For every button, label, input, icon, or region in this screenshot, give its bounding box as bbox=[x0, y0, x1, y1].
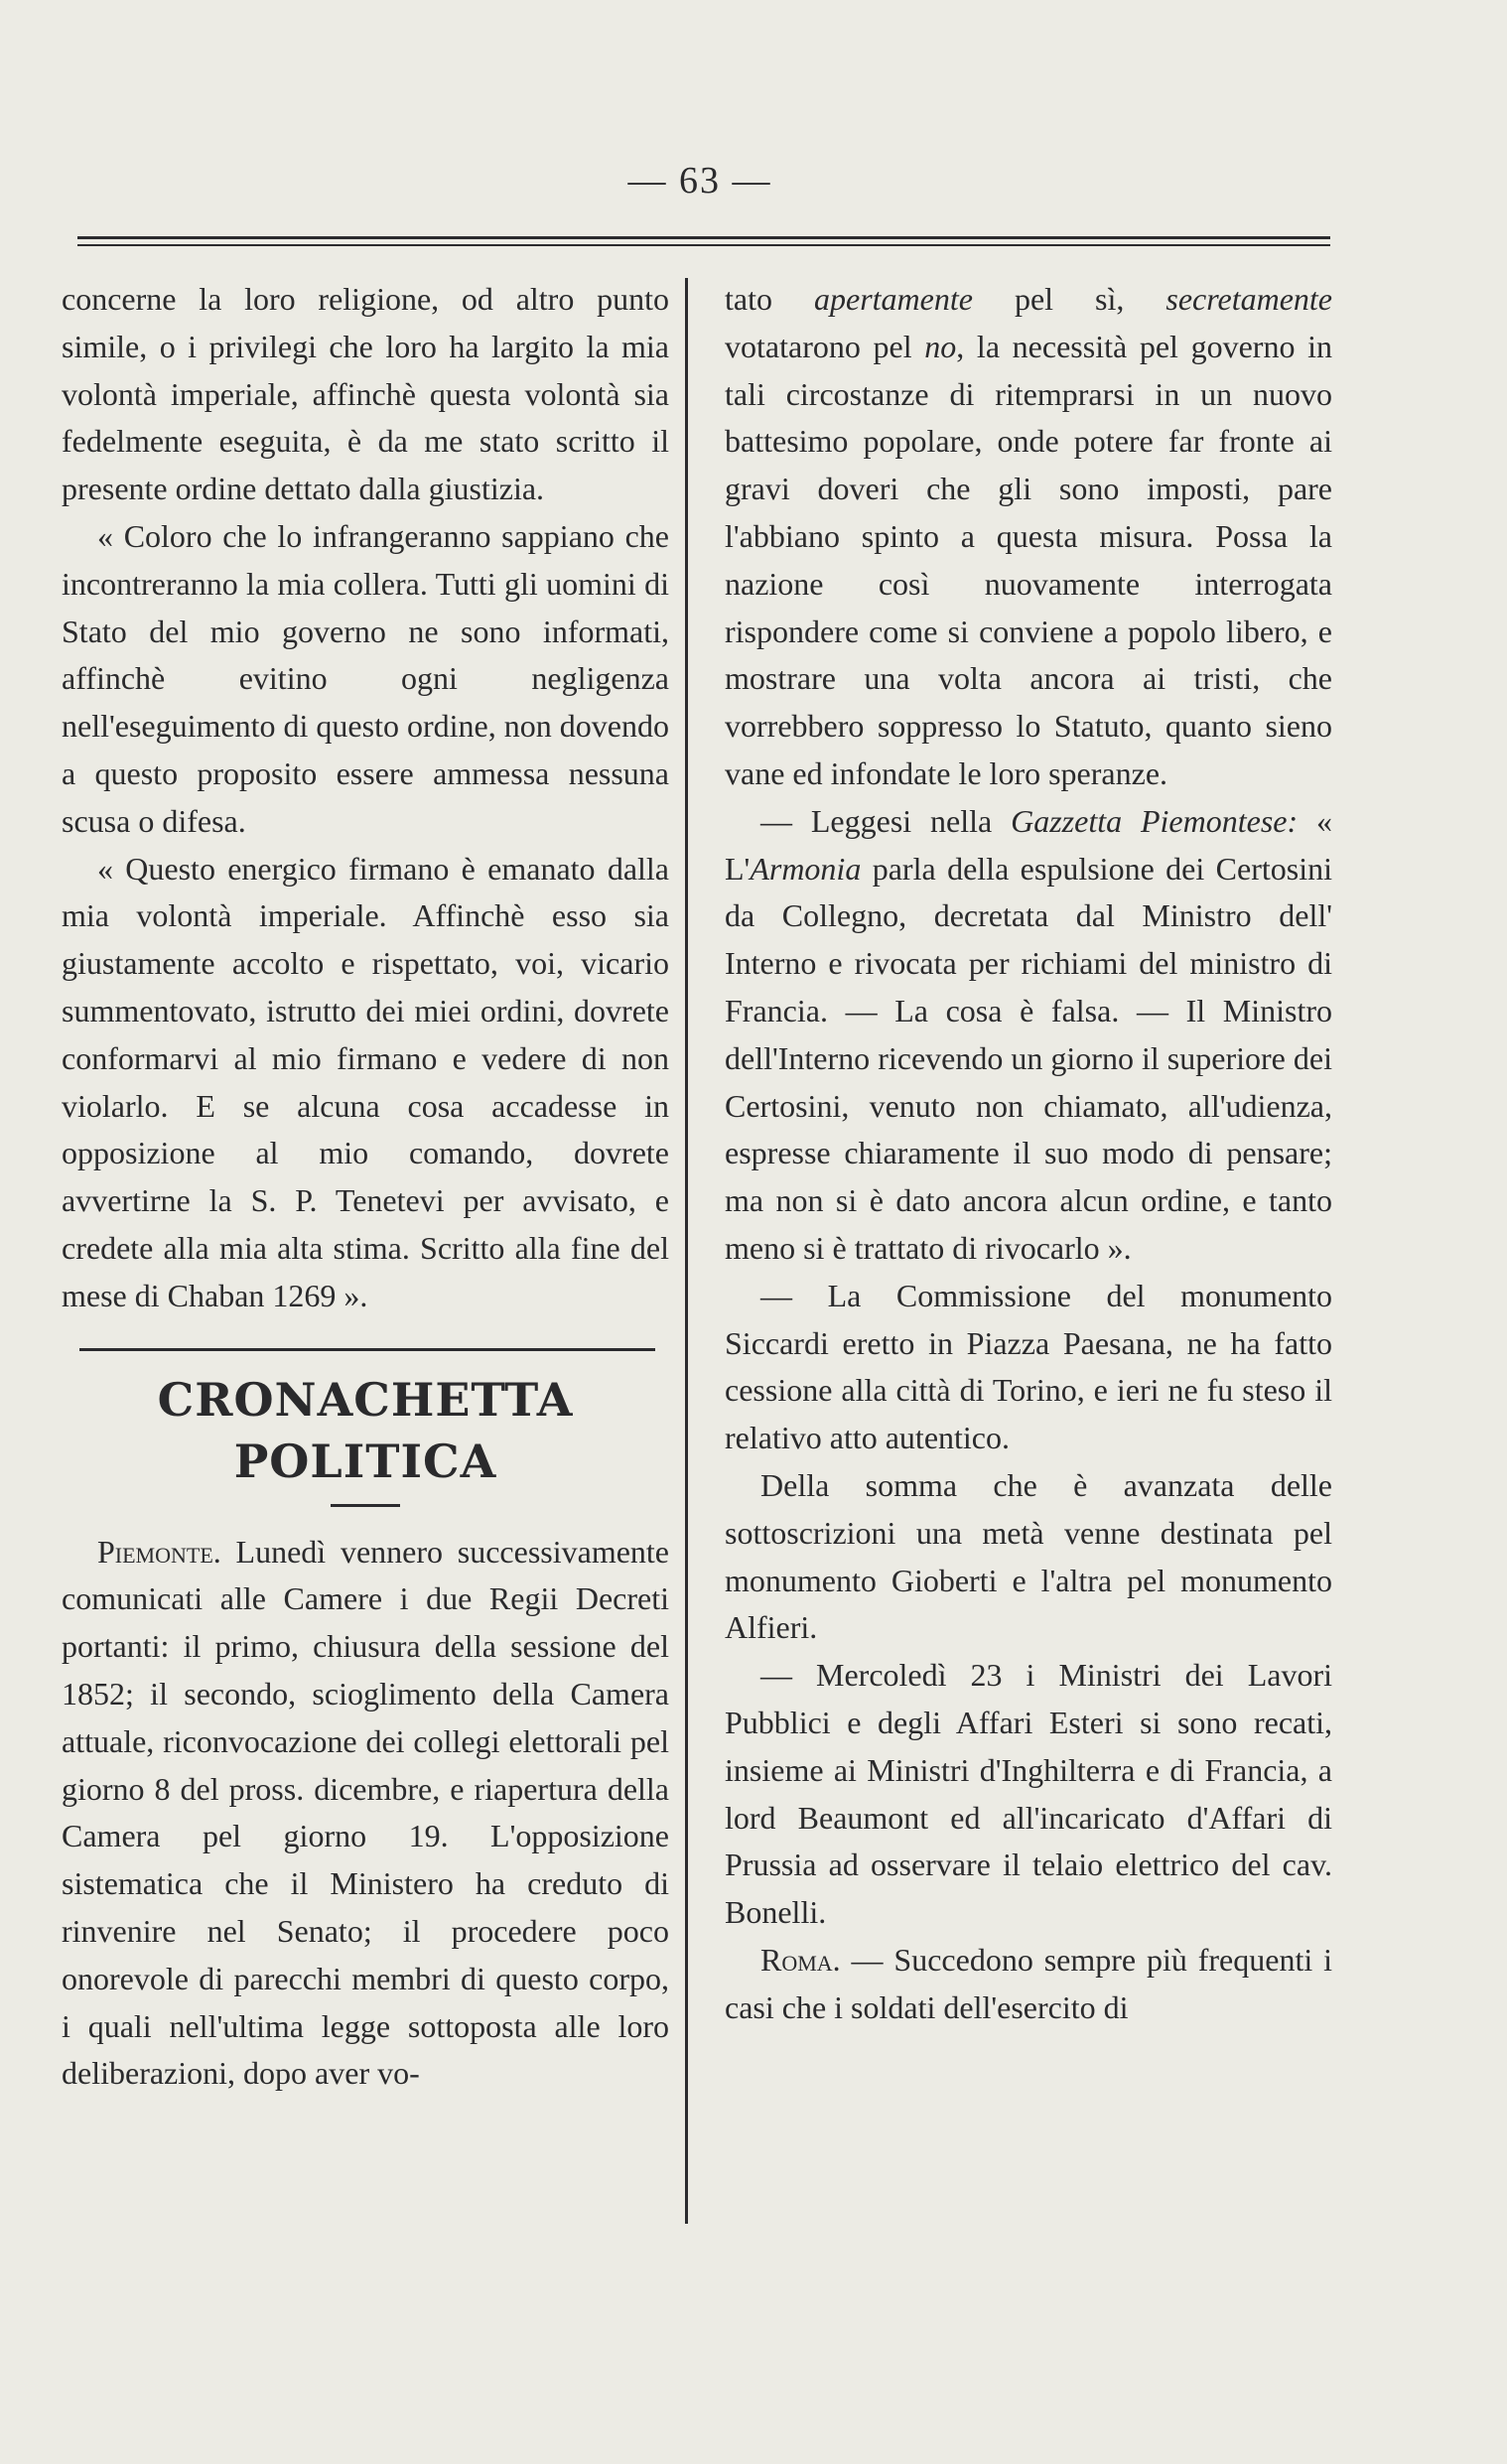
paragraph: « Questo energico firmano è emanato dalla mia volontà imperiale. Affinchè esso sia giustamente accolto e rispettato, voi, vicario summentovato, istrutto dei miei ordini, dovrete conformarvi al mio firmano e vedere di non violarlo. E se alcuna cosa accadesse in opposizione al mio comando, dovrete avvertirne la S. P. Tenetevi per avvisato, e credete alla mia alta stima. Scritto alla fine del mese di Chaban 1269 ». bbox=[62, 850, 669, 1313]
paragraph: Della somma che è avanzata delle sottoscrizioni una metà venne destinata pel monumento Gioberti e l'altra pel monumento Alfieri. bbox=[725, 1466, 1332, 1646]
paragraph-text: — Succedono sempre più frequenti i casi che i soldati dell'esercito di bbox=[725, 1941, 1332, 2025]
italic-run: secretamente bbox=[1165, 281, 1332, 317]
paragraph bbox=[725, 1937, 1332, 2032]
italic-run: apertamente bbox=[813, 281, 973, 317]
italic-run: Armonia bbox=[750, 850, 862, 887]
text-run: parla della espulsione dei Certosini da Collegno, decretata dal Ministro dell' Interno e rivocata per richiami del ministro di Francia. — La cosa è falsa. — Il Ministro dell'Interno ricevendo un giorno il superiore dei Certosini, venuto non chiamato, all'udienza, espresse chiaramente il suo modo di pensare; ma non si è dato ancora alcun ordine, e tanto meno si è trattato di rivocarlo ». bbox=[725, 850, 1332, 1266]
right-column bbox=[725, 276, 1332, 2031]
italic-run: Gazzetta Piemontese: bbox=[1011, 802, 1299, 839]
header-rule bbox=[77, 236, 1330, 239]
text-run: — Leggesi nella bbox=[760, 802, 1012, 839]
paragraph: « Coloro che lo infrangeranno sappiano che incontreranno la mia collera. Tutti gli uomini di Stato del mio governo ne sono informati, affinchè evitino ogni negligenza nell'eseguimento di questo ordine, non dovendo a questo proposito essere ammessa nessuna scusa o difesa. bbox=[62, 517, 669, 839]
text-run: tato bbox=[725, 281, 814, 317]
section-dash bbox=[331, 1504, 400, 1507]
section-heading: CRONACHETTA POLITICA bbox=[157, 1372, 574, 1488]
italic-run: no bbox=[924, 328, 957, 364]
paragraph: — Mercoledì 23 i Ministri dei Lavori Pubblici e degli Affari Esteri si sono recati, insieme ai Ministri d'Inghilterra e di Francia, a lord Beaumont ed all'incaricato d'Affari di Prussia ad osservare il telaio elettrico del cav. Bonelli. bbox=[725, 1657, 1332, 1931]
news-paragraph bbox=[62, 1529, 669, 2099]
text-run: « L' bbox=[725, 802, 1333, 887]
section-rule bbox=[79, 1348, 655, 1351]
region-label: Roma. bbox=[760, 1941, 841, 1978]
column-divider bbox=[685, 278, 688, 2224]
text-run: votatarono pel bbox=[725, 328, 925, 364]
paragraph bbox=[725, 276, 1332, 798]
left-column bbox=[62, 276, 669, 2098]
page-number: — 63 — bbox=[627, 160, 772, 202]
paragraph bbox=[725, 798, 1332, 1273]
header-rule-double bbox=[77, 244, 1330, 246]
text-run: , la necessità pel governo in tali circostanze di ritemprarsi in un nuovo battesimo popolare, onde potere far fronte ai gravi doveri che gli sono imposti, pare l'abbiano spinto a questa misura. Possa la nazione così nuovamente interrogata rispondere come si conviene a popolo libero, e mostrare una volta ancora ai tristi, che vorrebbero soppresso lo Statuto, quanto sieno vane ed infondate le loro speranze. bbox=[725, 328, 1333, 791]
paragraph-text: Lunedì vennero successivamente comunicati alle Camere i due Regii Decreti portanti: il primo, chiusura della sessione del 1852; il secondo, scioglimento della Camera attuale, riconvocazione dei collegi elettorali pel giorno 8 del pross. dicembre, e riapertura della Camera pel giorno 19. L'opposizione sistematica che il Ministero ha creduto di rinvenire nel Senato; il procedere poco onorevole di parecchi membri di questo corpo, i quali nell'ultima legge sottoposta alle loro deliberazioni, dopo aver vo- bbox=[62, 1533, 670, 2092]
paragraph: concerne la loro religione, od altro punto simile, o i privilegi che loro ha largito la mia volontà imperiale, affinchè questa volontà sia fedelmente eseguita, è da me stato scritto il presente ordine dettato dalla giustizia. bbox=[62, 281, 669, 507]
region-label: Piemonte. bbox=[97, 1533, 221, 1570]
text-run: pel sì, bbox=[972, 281, 1166, 317]
paragraph: — La Commissione del monumento Siccardi eretto in Piazza Paesana, ne ha fatto cessione alla città di Torino, e ieri ne fu steso il relativo atto autentico. bbox=[725, 1277, 1332, 1456]
